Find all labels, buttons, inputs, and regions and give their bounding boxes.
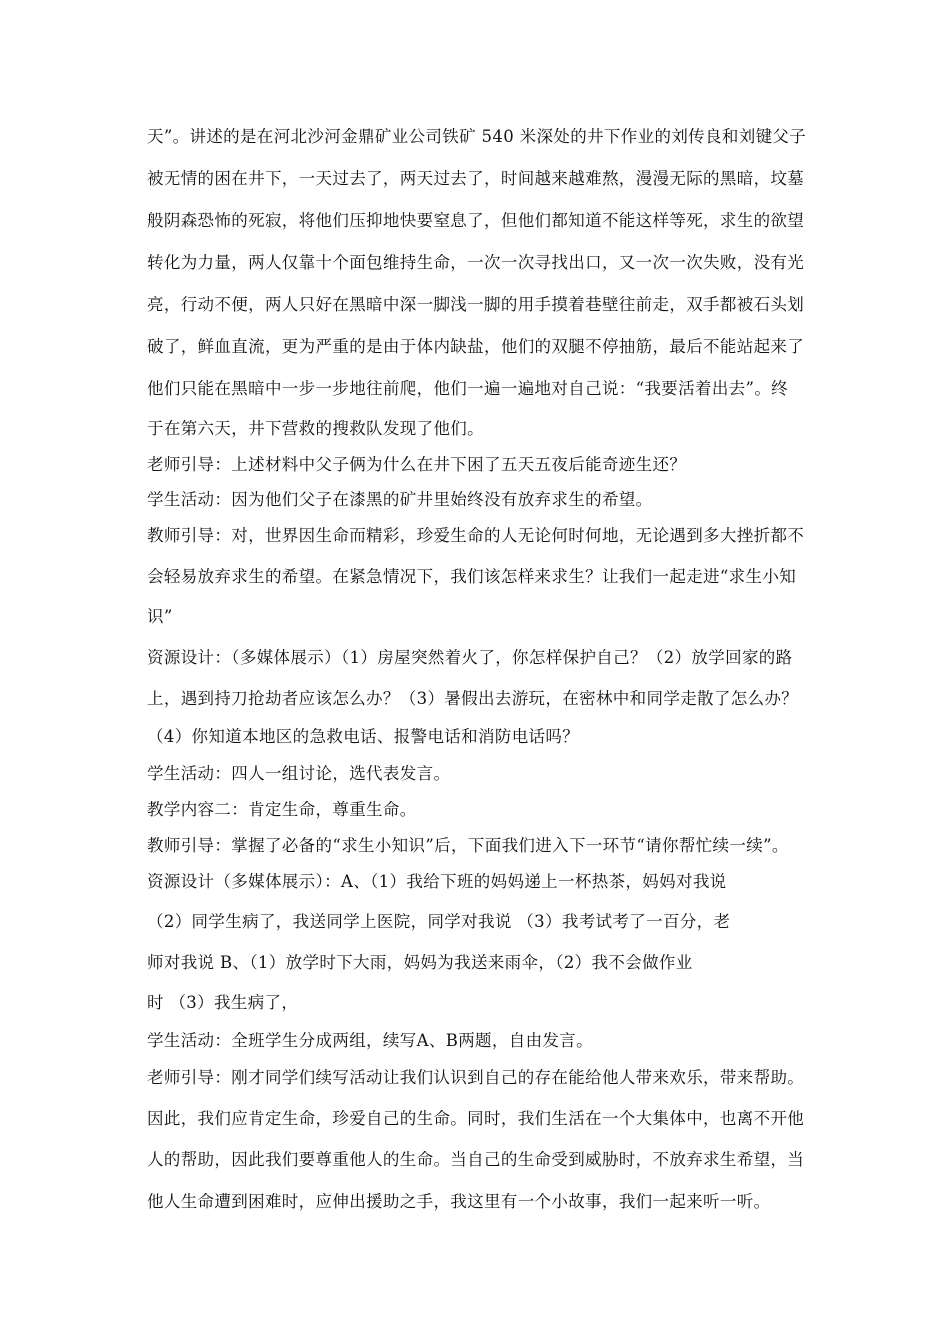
text-line: 教师引导：掌握了必备的“求生小知识”后，下面我们进入下一环节“请你帮忙续一续”。 xyxy=(147,836,789,855)
text-line: 时 （3）我生病了， xyxy=(147,993,299,1012)
text-line: 人的帮助，因此我们要尊重他人的生命。当自己的生命受到威胁时，不放弃求生希望，当 xyxy=(147,1150,805,1169)
text-line: 因此，我们应肯定生命，珍爱自己的生命。同时，我们生活在一个大集体中，也离不开他 xyxy=(147,1109,805,1128)
text-line: 他人生命遭到困难时，应伸出援助之手，我这里有一个小故事，我们一起来听一听。 xyxy=(147,1192,771,1211)
text-line: 教学内容二：肯定生命，尊重生命。 xyxy=(147,800,417,819)
text-line: 亮，行动不便，两人只好在黑暗中深一脚浅一脚的用手摸着巷壁往前走，双手都被石头划 xyxy=(147,295,805,314)
text-line: 于在第六天，井下营救的搜救队发现了他们。 xyxy=(147,419,484,438)
text-line: 学生活动：四人一组讨论，选代表发言。 xyxy=(147,764,451,783)
text-line: 般阴森恐怖的死寂，将他们压抑地快要窒息了，但他们都知道不能这样等死，求生的欲望 xyxy=(147,211,805,230)
text-line: 破了，鲜血直流，更为严重的是由于体内缺盐，他们的双腿不停抽筋，最后不能站起来了 xyxy=(147,337,805,356)
text-line: 会轻易放弃求生的希望。在紧急情况下，我们该怎样来求生？让我们一起走进“求生小知 xyxy=(147,567,797,586)
text-line: 资源设计（多媒体展示）：A、（1）我给下班的妈妈递上一杯热茶，妈妈对我说 xyxy=(147,872,727,891)
text-line: 天”。讲述的是在河北沙河金鼎矿业公司铁矿 540 米深处的井下作业的刘传良和刘键父子 xyxy=(147,127,807,146)
text-line: 上，遇到持刀抢劫者应该怎么办？（3）暑假出去游玩，在密林中和同学走散了怎么办？ xyxy=(147,689,799,708)
text-line: 老师引导：刚才同学们续写活动让我们认识到自己的存在能给他人带来欢乐，带来帮助。 xyxy=(147,1068,805,1087)
text-line: 学生活动：因为他们父子在漆黑的矿井里始终没有放弃求生的希望。 xyxy=(147,490,653,509)
text-line: （2）同学生病了，我送同学上医院，同学对我说 （3）我考试考了一百分，老 xyxy=(147,912,731,931)
text-line: 转化为力量，两人仅靠十个面包维持生命，一次一次寻找出口，又一次一次失败，没有光 xyxy=(147,253,805,272)
text-line: 教师引导：对，世界因生命而精彩，珍爱生命的人无论何时何地，无论遇到多大挫折都不 xyxy=(147,526,805,545)
text-line: 他们只能在黑暗中一步一步地往前爬，他们一遍一遍地对自己说：“我要活着出去”。终 xyxy=(147,379,789,398)
text-line: 老师引导：上述材料中父子俩为什么在井下困了五天五夜后能奇迹生还？ xyxy=(147,455,687,474)
text-line: 资源设计：（多媒体展示）（1）房屋突然着火了，你怎样保护自己？（2）放学回家的路 xyxy=(147,648,793,667)
text-line: （4）你知道本地区的急救电话、报警电话和消防电话吗？ xyxy=(147,727,580,746)
text-line: 识” xyxy=(147,607,173,626)
text-line: 师对我说 B、（1）放学时下大雨，妈妈为我送来雨伞，（2）我不会做作业 xyxy=(147,953,693,972)
text-line: 被无情的困在井下，一天过去了，两天过去了，时间越来越难熬，漫漫无际的黑暗，坟墓 xyxy=(147,169,805,188)
text-line: 学生活动：全班学生分成两组，续写A、B两题，自由发言。 xyxy=(147,1031,593,1050)
